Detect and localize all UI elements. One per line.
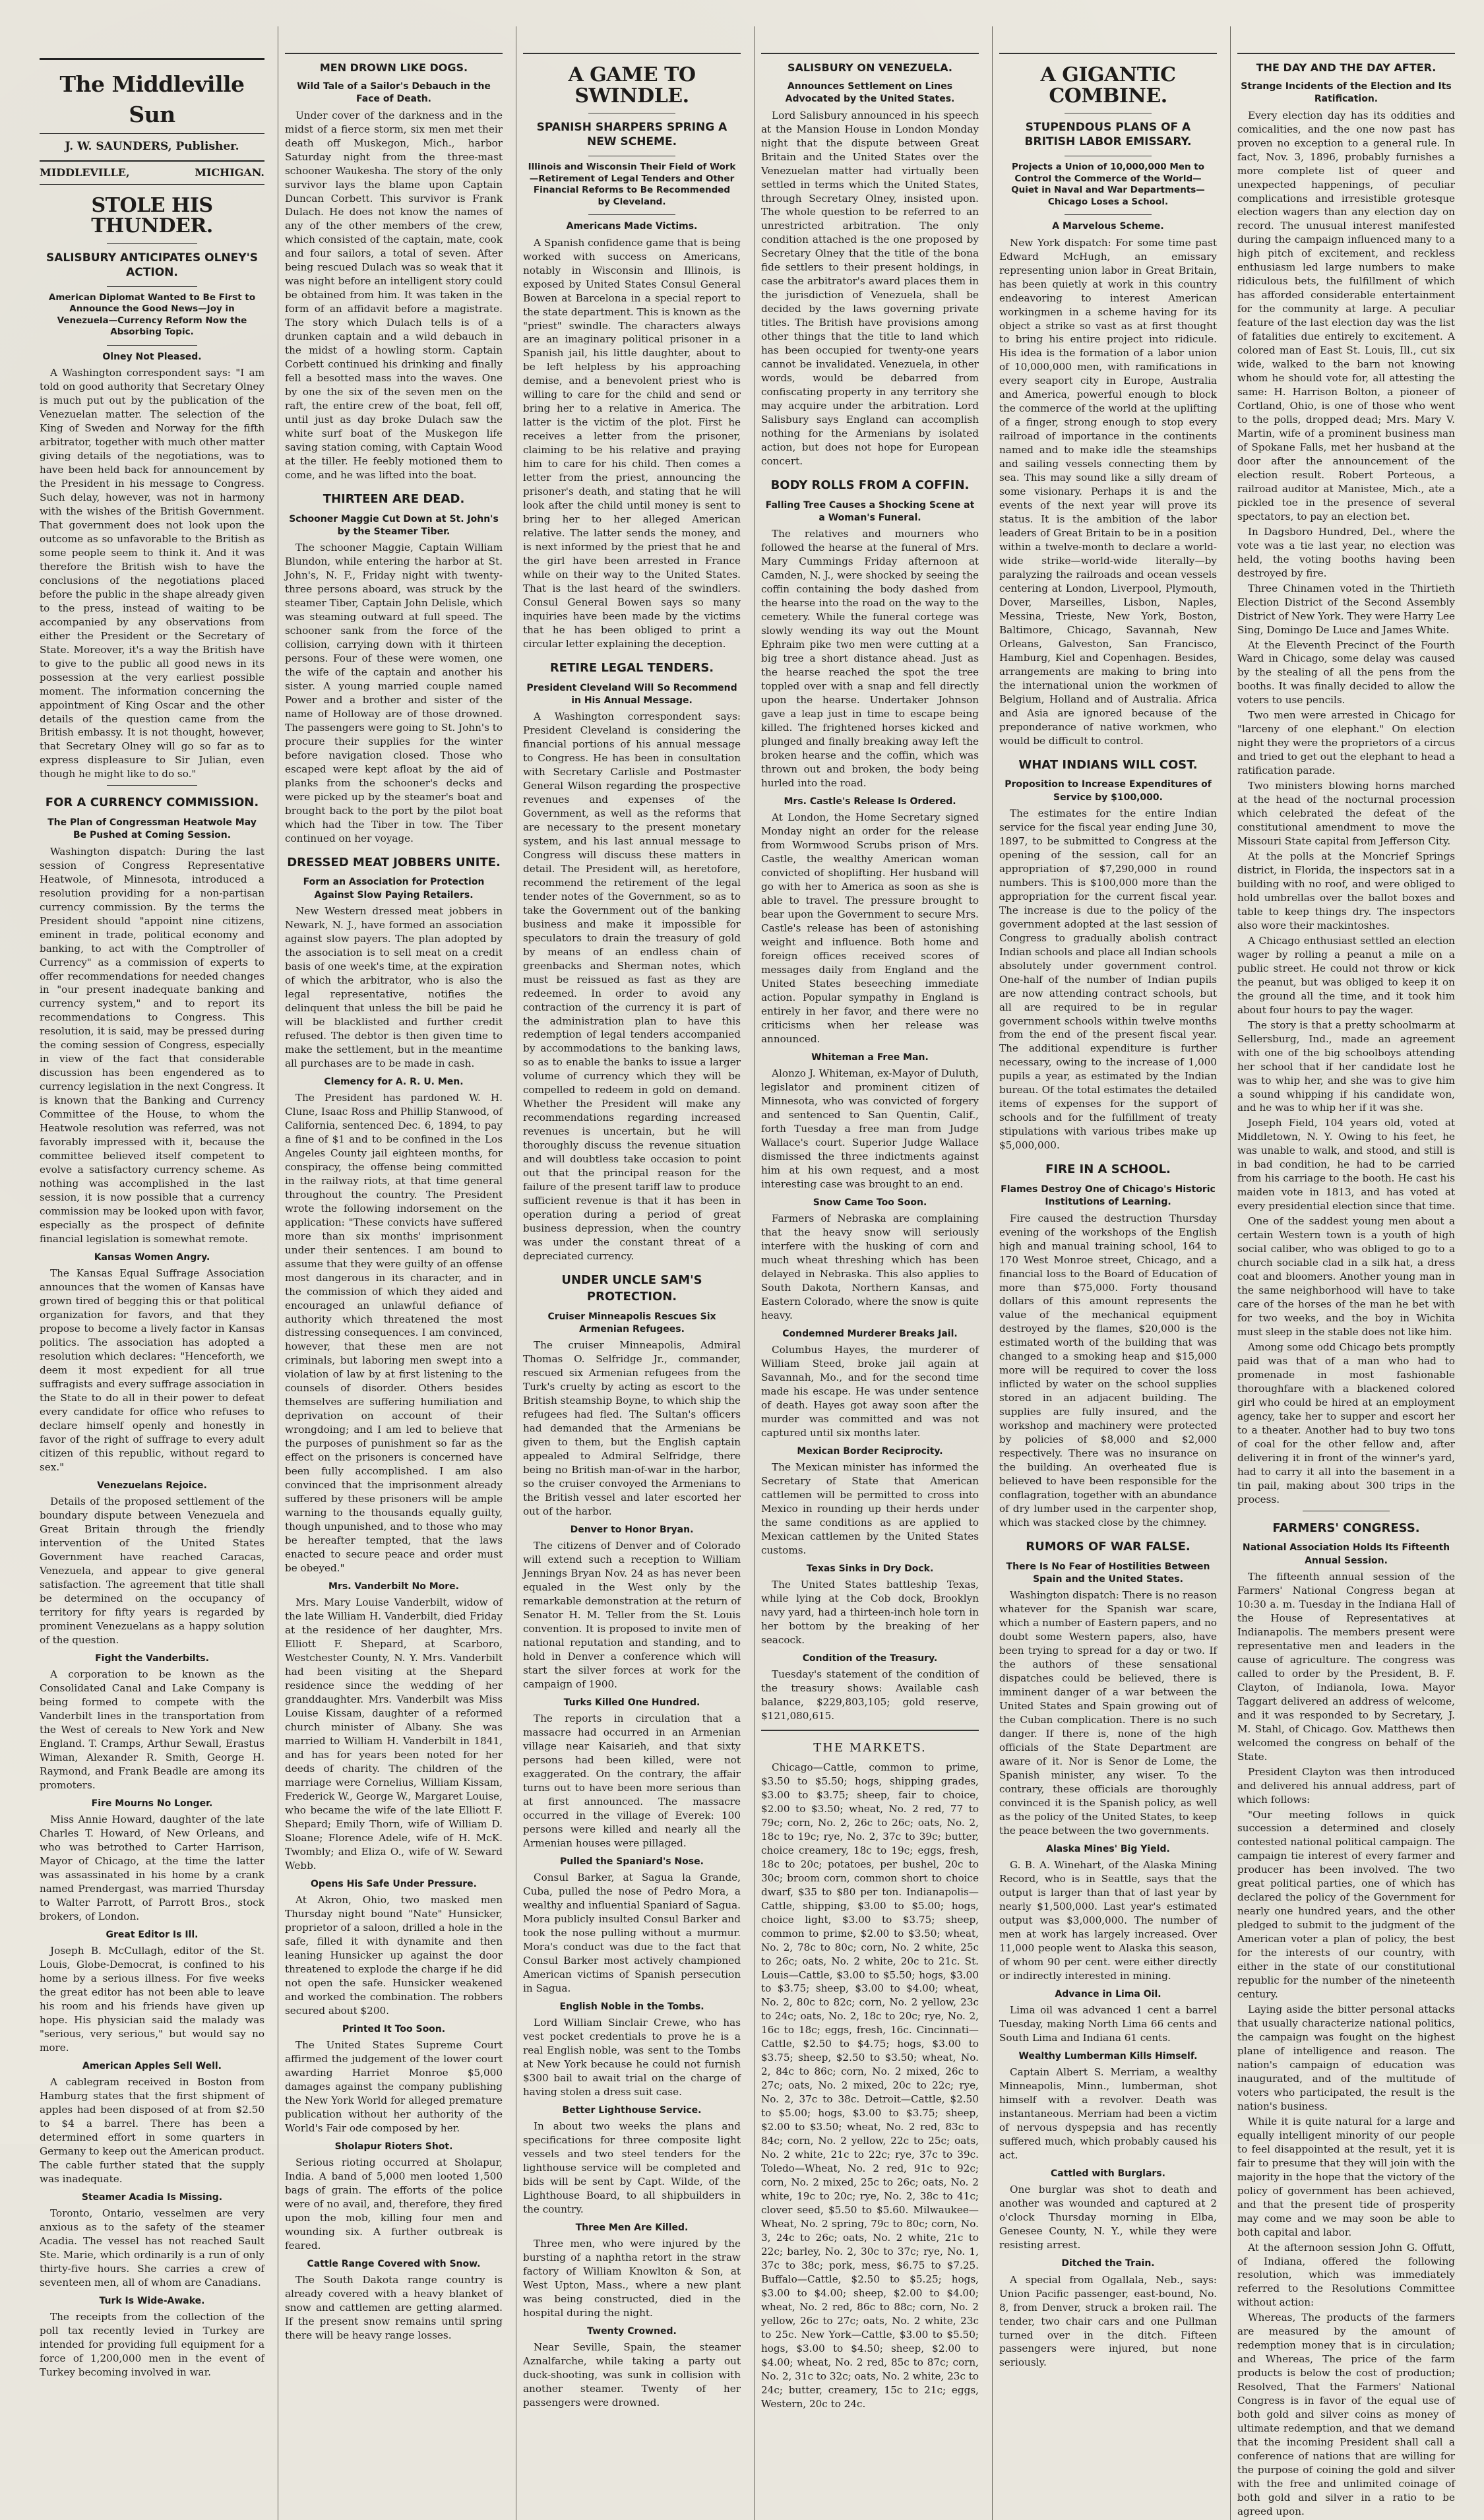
subhead-association: Form an Association for Protection Against Slow Paying Retailers. (303, 877, 485, 900)
article-text: The United States battleship Texas, while lying at the Cob dock, Brooklyn navy yard, had a thirteen-inch hole torn in her bottom by the breaking of her seacock. (761, 1579, 979, 1646)
article-text: New Western dressed meat jobbers in Newark, N. J., have formed an association against slow payers. The plan adopted by the association is to sell meat on a credit basis of one week's time, at the expiration of which the arbitrator, who is also the legal representative, notifies the delinquent that unless the bill be paid he will be blacklisted and further credit refused. The debtor is then given time to make the settlement, but in the meantime all purchases are to be made in cash. (285, 905, 503, 1069)
subhead-flames: Flames Destroy One of Chicago's Historic Institutions of Learning. (1001, 1184, 1216, 1208)
subhead-cattle-range: Cattle Range Covered with Snow. (307, 2258, 481, 2269)
article-text: Two men were arrested in Chicago for "larceny of one elephant." On election night they were the proprietors of a circus and tried to get out the elephant to head a ratification parade. (1237, 709, 1455, 777)
column-5 (992, 26, 1223, 2520)
subhead-noble: English Noble in the Tombs. (559, 2001, 704, 2012)
article-text: At Akron, Ohio, two masked men Thursday night bound "Nate" Hunsicker, proprietor of a saloon, drilled a hole in the safe, filled it with dynamite and then leaning Hunsicker up against the door threatened to explode the charge if he did not open the safe. Hunsicker weakened and worked the combination. The robbers secured about $200. (285, 1893, 503, 2017)
article-text: Near Seville, Spain, the steamer Aznalfarche, while taking a party out duck-shooting, was sunk in collision with another steamer. Twenty of her passengers were drowned. (523, 2341, 741, 2409)
headline-farmers-congress: FARMERS' CONGRESS. (1272, 1521, 1420, 1535)
subhead-snow: Snow Came Too Soon. (813, 1197, 927, 1208)
article-text: Alonzo J. Whiteman, ex-Mayor of Duluth, legislator and prominent citizen of Minnesota, who was convicted of forgery and sentenced to San Quentin, Calif., forth Tuesday a free man from Judge Wallace's court. Superior Judge Wallace dismissed the three indictments against him at his own request, and a most interesting case was brought to an end. (761, 1067, 979, 1190)
masthead-place: MIDDLEVILLE, (40, 166, 130, 179)
article-text: Every election day has its oddities and comicalities, and the one now past has proven no exception to a general rule. In fact, Nov. 3, 1896, probably furnishes a more complete list of queer and unexpected happenings, of peculiar complications and irresistible grotesque election wagers than any election day on record. The unusual interest manifested during the campaign influenced many to a high pitch of excitement, and reckless enthusiasm led large numbers to make ridiculous bets, the fulfillment of which has afforded considerable entertainment for the community at large. A peculiar feature of the last election day was the list of fatalities due entirely to excitement. A colored man of East St. Louis, Ill., cut six wide, walked to the barn not knowing whom he should vote for, all attesting the same: H. Harrison Bolton, a pioneer of Cortland, Ohio, is one of those who went to the polls, dropped dead; Mrs. Mary V. Martin, wife of a prominent business man of Spokane Falls, met her husband at the door after the announcement of the election result. Robert Porteous, a railroad auditor at Manistee, Mich., ate a pickled toe in the presence of several spectators, to pay an election bet. (1237, 109, 1455, 522)
subhead-apples: American Apples Sell Well. (82, 2060, 222, 2071)
subhead-castle: Mrs. Castle's Release Is Ordered. (784, 796, 956, 807)
article-text: G. B. A. Winehart, of the Alaska Mining Record, who is in Seattle, says that the output is larger than that of last year by nearly $1,500,000. Last year's estimated output was $3,000,000. The number of men at work has largely increased. Over 11,000 people went to Alaska this season, of whom 90 per cent. were either directly or indirectly interested in mining. (999, 1859, 1217, 1982)
article-text: Laying aside the bitter personal attacks that usually characterize national politics, the campaign was fought on the highest plane of intelligence and reason. The nation's campaign of education was inaugurated, and of the multitude of voters who participated, the result is the nation's business. (1237, 2003, 1455, 2112)
subdeck-illinois: Illinois and Wisconsin Their Field of Work—Retirement of Legal Tenders and Other Financial Reforms to Be Recommended by Cleveland. (528, 162, 736, 207)
deck-salisbury: SALISBURY ANTICIPATES OLNEY'S ACTION. (46, 251, 259, 279)
article-text: Washington dispatch: There is no reason whatever for the Spanish war scare, which a number of Eastern papers, and no doubt some Western papers, also, have been trying to spread for a day or two. If the authors of these sensational dispatches could be believed, there is imminent danger of a war between the United States and Spain growing out of the Cuban complication. There is no such danger. If there is, none of the high officials of the State Department are aware of it. Nor is Senor de Lome, the Spanish minister, any wiser. To the contrary, these officials are thoroughly convinced it is the Spanish policy, as well as the policy of the United States, to keep the peace between the two governments. (999, 1589, 1217, 1837)
article-text: The Mexican minister has informed the Secretary of State that American cattlemen will be permitted to cross into Mexico in rounding up their herds under the same conditions as are applied to Mexican cattlemen by the United States customs. (761, 1461, 979, 1556)
article-text: At the Eleventh Precinct of the Fourth Ward in Chicago, some delay was caused by the stealing of all the pens from the booths. It was finally decided to allow the voters to use pencils. (1237, 639, 1455, 707)
article-text: Tuesday's statement of the condition of the treasury shows: Available cash balance, $229,803,105; gold reserve, $121,080,615. (761, 1668, 979, 1722)
subhead-sholapur: Sholapur Rioters Shot. (334, 2141, 453, 2152)
subhead-olney: Olney Not Pleased. (102, 351, 202, 362)
headline-stole-his-thunder: STOLE HIS THUNDER. (91, 193, 213, 238)
subhead-lima: Advance in Lima Oil. (1055, 1988, 1161, 2000)
article-text: At the polls at the Moncrief Springs district, in Florida, the inspectors sat in a building with no roof, and were obliged to hold umbrellas over the ballot boxes and table to keep things dry. The inspectors also wore their mackintoshes. (1237, 850, 1455, 931)
headline-body-rolls: BODY ROLLS FROM A COFFIN. (770, 478, 970, 492)
article-text: One burglar was shot to death and another was wounded and captured at 2 o'clock Thursday morning in Elba, Genesee County, N. Y., while they were resisting arrest. (999, 2184, 1217, 2252)
headline-indians-cost: WHAT INDIANS WILL COST. (1018, 757, 1198, 772)
subhead-texas: Texas Sinks in Dry Dock. (806, 1563, 934, 1574)
article-text: While it is quite natural for a large and equally intelligent minority of our people to feel disappointed at the result, yet it is fair to presume that they will join with the majority in the hope that the victory of the policy of government has been achieved, and that the present tide of prosperity may come and we may soon be able to both capital and labor. (1237, 2115, 1455, 2238)
subhead-editor: Great Editor Is Ill. (106, 1929, 199, 1940)
article-text: The United States Supreme Court affirmed the judgement of the lower court awarding Harriet Monroe $5,000 damages against the company publishing the New York World for alleged premature publication without her authority of the World's Fair ode composed by her. (285, 2038, 503, 2134)
article-text: Toronto, Ontario, vesselmen are very anxious as to the safety of the steamer Acadia. The vessel has not reached Sault Ste. Marie, which ordinarily is a run of only thirty-five hours. She carries a crew of seventeen men, all of whom are Canadians. (40, 2207, 264, 2289)
article-text: The relatives and mourners who followed the hearse at the funeral of Mrs. Mary Cummings Friday afternoon at Camden, N. J., were shocked by seeing the coffin containing the body dashed from the hearse into the road on the way to the cemetery. While the funeral cortege was slowly wending its way out the Mount Ephraim pike two men were cutting at a big tree a short distance ahead. Just as the hearse reached the spot the tree toppled over with a snap and fell directly upon the hearse. Undertaker Johnson gave a leap just in time to escape being killed. The frightened horses kicked and plunged and finally breaking away left the broken hearse and the coffin, which was thrown out and broken, the body being hurled into the road. (761, 528, 979, 789)
article-text: Among some odd Chicago bets promptly paid was that of a man who had to promenade in most fashionable thoroughfare with a blackened colored girl who could be hired at an employment agency, take her to supper and escort her to a theater. Another had to buy two tons of coal for the other fellow and, after delivering it in front of the winner's yard, had to carry it all into the basement in a tin pail, making about 300 trips in the process. (1237, 1340, 1455, 1505)
article-text: Whereas, The products of the farmers are measured by the amount of redemption money that is in circulation; and Whereas, The price of the farm products is below the cost of production; Resolved, That the Farmers' National Congress is in favor of the equal use of both gold and silver coins as money of ultimate redemption, and that we demand that the incoming President shall call a conference of nations that are willing for the purpose of coining the gold and silver with the free and unlimited coinage of both gold and silver in a ratio to be agreed upon. (1237, 2312, 1455, 2517)
article-text: The story is that a pretty schoolmarm at Sellersburg, Ind., made an agreement with one of the big schoolboys attending her school that if her candidate lost he was to whip her, and she was to give him a sound whipping if his candidate won, and he was to whip her if it was she. (1237, 1019, 1455, 1114)
article-text: Columbus Hayes, the murderer of William Steed, broke jail again at Savannah, Mo., and for the second time made his escape. He was under sentence of death. Hayes got away soon after the murder was committed and was not captured until six months later. (761, 1343, 979, 1439)
article-text: One of the saddest young men about a certain Western town is a youth of high social caliber, who was obliged to go to a church sociable clad in a silk hat, a dress coat and bloomers. Another young man in the same neighborhood will have to take care of the horses of the man he bet with for two weeks, and the boy in Wichita must sleep in the stable does not like him. (1237, 1215, 1455, 1338)
article-text: The reports in circulation that a massacre had occurred in an Armenian village near Kaisarieh, and that sixty persons had been killed, were not exaggerated. On the contrary, the affair turns out to have been more serious than at first announced. The massacre occurred in the village of Everek: 100 persons were killed and nearly all the Armenian houses were pillaged. (523, 1713, 741, 1849)
subdeck-union: Projects a Union of 10,000,000 Men to Control the Commerce of the World—Quiet in Naval and War Departments—Chicago Loses a School. (1011, 162, 1205, 207)
article-text: Joseph B. McCullagh, editor of the St. Louis, Globe-Democrat, is confined to his home by a serious illness. For five weeks the great editor has not been able to leave his room and his friends have given up hope. His physician said the malady was "serious, very serious," but would say no more. (40, 1945, 264, 2054)
column-2 (278, 26, 509, 2520)
article-text: A Chicago enthusiast settled an election wager by rolling a peanut a mile on a public street. He could not throw or kick the peanut, but was obliged to keep it on the ground all the time, and it took him about four hours to pay the wager. (1237, 934, 1455, 1016)
subhead-sailor: Wild Tale of a Sailor's Debauch in the Face of Death. (297, 81, 491, 105)
headline-thirteen-dead: THIRTEEN ARE DEAD. (323, 491, 465, 506)
subhead-alaska: Alaska Mines' Big Yield. (1046, 1843, 1170, 1854)
subhead-mourns: Fire Mourns No Longer. (91, 1798, 213, 1809)
article-text: A cablegram received in Boston from Hamburg states that the first shipment of apples had been disposed of at from $2.50 to $4 a barrel. There has been a determined effort in some quarters in Germany to keep out the American product. The cable further stated that the supply was inadequate. (40, 2076, 264, 2185)
article-text: Fire caused the destruction Thursday evening of the workshops of the English high and manual training school, 164 to 170 West Monroe street, Chicago, and a financial loss to the Board of Education of more than $75,000. Forty thousand dollars of this amount represents the value of the mechanical equipment destroyed by the flames, $20,000 is the estimated worth of the building that was changed to a smoking heap and $15,000 more will be required to cover the loss inflicted by water on the school supplies stored in an adjacent building. The supplies are fully insured, and the workshop and machinery were protected by policies of $8,000 and $2,000 respectively. There was no insurance on the building. An overheated flue is believed to have been responsible for the conflagration, together with an abundance of dry lumber used in the carpenter shop, which was stacked close by the chimney. (999, 1212, 1217, 1528)
subhead-minneapolis: Cruiser Minneapolis Rescues Six Armenian Refugees. (547, 1311, 716, 1335)
article-text: Joseph Field, 104 years old, voted at Middletown, N. Y. Owing to his feet, he was unable to walk, and stood, and still is in bad condition, he had to be carried from his carriage to the booth. He cast his maiden vote in 1813, and has voted at every presidential election since that time. (1237, 1117, 1455, 1213)
subhead-train: Ditched the Train. (1061, 2258, 1155, 2269)
article-text: Lima oil was advanced 1 cent a barrel Tuesday, making North Lima 66 cents and South Lima and Indiana 61 cents. (999, 2004, 1217, 2044)
article-text: A Washington correspondent says: President Cleveland is considering the financial portions of his annual message to Congress. He has been in consultation with Secretary Carlisle and Postmaster General Wilson regarding the prospective revenues and expenses of the Government, as well as the reforms that are necessary to the present monetary system, and his last annual message to Congress will discuss these matters in detail. The President will, as heretofore, recommend the retirement of the legal tender notes of the Government, so as to take the Government out of the banking business and make it impossible for speculators to drain the treasury of gold by means of an endless chain of greenbacks and Sherman notes, which must be reissued as fast as they are redeemed. In order to avoid any contraction of the currency it is part of the administration plan to have this redemption of legal tenders accompanied by accommodations to the banking laws, so as to enable the banks to issue a larger volume of currency which they will be compelled to redeem in gold on demand. Whether the President will make any recommendations regarding increased revenues is uncertain, but he will thoroughly discuss the revenue situation and will doubtless take occasion to point out that the principal reason for the failure of the present tariff law to produce sufficient revenue is that it has been in operation during a period of great business depression, when the country was under the constant threat of a depreciated currency. (523, 710, 741, 1262)
headline-day-after: THE DAY AND THE DAY AFTER. (1256, 61, 1437, 74)
subdeck-diplomat: American Diplomat Wanted to Be First to Announce the Good News—Joy in Venezuela—Currency Reform Now the Absorbing Topic. (48, 292, 256, 338)
article-text: Under cover of the darkness and in the midst of a fierce storm, six men met their death off Muskegon, Mich., harbor Saturday night from the three-mast schooner Waukesha. The story of the only survivor lays the blame upon Captain Duncan Corbett. This survivor is Frank Dulach. He does not know the names of any of the other members of the crew, which consisted of the captain, mate, cook and four sailors, a total of seven. After being rescued Dulach was so weak that it was night before an intelligent story could be obtained from him. It was taken in the form of an affidavit before a magistrate. The story which Dulach tells is of a drunken captain and a wild debauch in the midst of a howling storm. Captain Corbett continued his drinking and finally fell a besotted mass into the waves. One by one the six of the seven men on the raft, the entire crew of the boat, fell off, until just as day broke Dulach saw the white surf boat of the Muskegon life saving station coming, with Captain Wood at the tiller. He feebly motioned them to come, and he was lifted into the boat. (285, 109, 503, 481)
article-text: Serious rioting occurred at Sholapur, India. A band of 5,000 men looted 1,500 bags of grain. The efforts of the police were of no avail, and, therefore, they fired upon the mob, killing four men and wounding six. A further outbreak is feared. (285, 2157, 503, 2252)
subhead-acadia: Steamer Acadia Is Missing. (81, 2191, 223, 2203)
subhead-burglars: Cattled with Burglars. (1051, 2168, 1165, 2180)
column-6 (1230, 26, 1462, 2520)
subhead-three-men: Three Men Are Killed. (575, 2222, 689, 2234)
subhead-marvelous: A Marvelous Scheme. (1052, 221, 1164, 232)
headline-meat-jobbers: DRESSED MEAT JOBBERS UNITE. (287, 855, 501, 869)
article-text: At London, the Home Secretary signed Monday night an order for the release from Wormwood Scrubs prison of Mrs. Castle, the wealthy American woman convicted of shoplifting. Her husband will go with her to America as soon as she is able to travel. The pressure brought to bear upon the Government to secure Mrs. Castle's release has been of astonishing weight and influence. Both home and foreign offices received scores of messages daily from England and the United States beseeching immediate action. Popular sympathy in England is entirely in her favor, and there were no criticisms when her release was announced. (761, 811, 979, 1045)
subhead-kansas: Kansas Women Angry. (94, 1251, 210, 1263)
subhead-settlement: Announces Settlement on Lines Advocated by the United States. (785, 81, 955, 105)
article-text: The South Dakota range country is already covered with a heavy blanket of snow and cattlemen are getting alarmed. If the present snow remains until spring there will be heavy range losses. (285, 2274, 503, 2342)
headline-uncle-sam: UNDER UNCLE SAM'S PROTECTION. (561, 1273, 702, 1304)
subhead-falling-tree: Falling Tree Causes a Shocking Scene at a Woman's Funeral. (765, 499, 975, 524)
masthead-dateline (40, 162, 264, 185)
article-text: The President has pardoned W. H. Clune, Isaac Ross and Phillip Stanwood, of California, sentenced Dec. 6, 1894, to pay a fine of $1 and to be confined in the Los Angeles County jail eighteen months, for conspiracy, the offense being committed in the railway riots, at that time general throughout the country. The President wrote the following indorsement on the application: "These convicts have suffered more than six months' imprisonment under their sentences. I am bound to assume that they were guilty of an offense most dangerous in its character, and in the commission of which they aided and encouraged an unlawful defiance of authority which threatened the most distressing consequences. I am convinced, however, that these men are not criminals, but laboring men swept into a violation of law by at first listening to the counsels of disorder. Others besides themselves are suffering humiliation and deprivation on account of their wrongdoing; and I am led to believe that the purposes of punishment so far as the effect on the prisoners is concerned have been fully accomplished. I am also convinced that the imprisonment already suffered by these prisoners will be ample warning to the thousands equally guilty, though unpunished, and to those who may be hereafter tempted, that the laws enacted to secure peace and order must be obeyed." (285, 1092, 503, 1574)
article-text: The estimates for the entire Indian service for the fiscal year ending June 30, 1897, to be submitted to Congress at the opening of the session, call for an appropriation of $7,290,000 in round numbers. This is $100,000 more than the appropriation for the current fiscal year. The increase is due to the policy of the government adopted at the last session of Congress to gradually abolish contract Indian schools and place all Indian schools absolutely under government control. One-half of the number of Indian pupils are now attending contract schools, but all are required to be in regular government schools within twelve months from the end of the present fiscal year. The additional expenditure is further necessary, owing to the increase of 1,000 pupils a year, as estimated by the Indian bureau. Of the total estimates the detailed items of expenses for the support of schools and for the fulfillment of treaty stipulations with various tribes make up $5,000,000. (999, 807, 1217, 1152)
subhead-mexican: Mexican Border Reciprocity. (797, 1445, 943, 1457)
article-text: Miss Annie Howard, daughter of the late Charles T. Howard, of New Orleans, and who was betrothed to Carter Harrison, Mayor of Chicago, at the time the latter was assassinated in his home by a crank named Prendergast, was married Thursday to Walter Parrott, of Parrott Bros., stock brokers, of London. (40, 1813, 264, 1922)
article-text: A special from Ogallala, Neb., says: Union Pacific passenger, east-bound, No. 8, from Denver, struck a broken rail. The tender, two chair cars and one Pullman turned over in the ditch. Fifteen passengers were injured, but none seriously. (999, 2273, 1217, 2369)
article-text: In Dagsboro Hundred, Del., where the vote was a tie last year, no election was held, the voting booths having been destroyed by fire. (1237, 525, 1455, 579)
article-text: The citizens of Denver and of Colorado will extend such a reception to William Jennings Bryan Nov. 24 as has never been equaled in the West only by the remarkable demonstration at the return of Senator H. M. Teller from the St. Louis convention. It is proposed to invite men of national reputation and standing, and to hold in Denver a conference which will start the silver forces at work for the campaign of 1900. (523, 1540, 741, 1690)
column-3 (516, 26, 747, 2520)
article-text: Lord William Sinclair Crewe, who has vest pocket credentials to prove he is a real English noble, was sent to the Tombs at New York because he could not furnish $300 bail to await trial on the charge of having stolen a dress suit case. (523, 2017, 741, 2098)
subhead-murderer: Condemned Murderer Breaks Jail. (782, 1328, 958, 1339)
article-text: Three Chinamen voted in the Thirtieth Election District of the Second Assembly District of New York. They were Harry Lee Sing, Domingo De Luce and James White. (1237, 582, 1455, 636)
subhead-national-association: National Association Holds Its Fifteenth Annual Session. (1242, 1542, 1450, 1566)
article-text: At the afternoon session John G. Offutt, of Indiana, offered the following resolution, which was immediately referred to the Resolutions Committee without action: (1237, 2241, 1455, 2309)
subhead-vanderbilts: Fight the Vanderbilts. (95, 1653, 209, 1664)
article-text: A Spanish confidence game that is being worked with success on Americans, notably in Wisconsin and Illinois, is exposed by United States Consul General Bowen at Barcelona in a special report to the state department. This is known as the "priest" swindle. The characters always are an imaginary political prisoner in a Spanish jail, his little daughter, about to be left helpless by his approaching demise, and a benevolent priest who is willing to care for the child and send or bring her to a relative in America. The latter is the victim of the plot. First he receives a letter from the prisoner, claiming to be his relative and praying him to care for his child. Then comes a letter from the priest, announcing the prisoner's death, and stating that he will look after the child until money is sent to bring her to her alleged American relative. The latter sends the money, and is next informed by the priest that he and the girl have been arrested in France while on their way to the United States. That is the last heard of the swindlers. Consul General Bowen says so many inquiries have been made by the victims that he has been obliged to print a circular letter explaining the deception. (523, 236, 741, 650)
deck-labor-emissary: STUPENDOUS PLANS OF A BRITISH LABOR EMISSARY. (1024, 121, 1192, 149)
subhead-denver: Denver to Honor Bryan. (570, 1524, 694, 1535)
subhead-expenditures: Proposition to Increase Expenditures of Service by $100,000. (1005, 779, 1212, 803)
article-text: Mrs. Mary Louise Vanderbilt, widow of the late William H. Vanderbilt, died Friday at the residence of her daughter, Mrs. Elliott F. Shepard, at Scarboro, Westchester County, N. Y. Mrs. Vanderbilt had been visiting at the Shepard residence since the wedding of her granddaughter. Mrs. Vanderbilt was Miss Louise Kissam, daughter of a reformed church minister of Albany. She was married to William H. Vanderbilt in 1841, and has for years been noted for her deeds of charity. The children of the marriage were Cornelius, William Kissam, Frederick W., George W., Margaret Louise, who became the wife of the late Elliott F. Shepard; Emily Thorn, wife of William D. Sloane; Florence Adele, wife of H. McK. Twombly; and Eliza O., wife of W. Seward Webb. (285, 1596, 503, 1872)
subhead-venezuelans: Venezuelans Rejoice. (97, 1480, 207, 1491)
article-text: The cruiser Minneapolis, Admiral Thomas O. Selfridge Jr., commander, rescued six Armenian refugees from the Turk's cruelty by acting as escort to the British steamship Boyne, to which ship the refugees had fled. The Sultan's officers had demanded that the Armenians be given to them, but the English captain appealed to Admiral Selfridge, there being no British man-of-war in the harbor, so the cruiser convoyed the Armenians to the British vessel and later escorted her out of the harbor. (523, 1339, 741, 1517)
subhead-heatwole: The Plan of Congressman Heatwole May Be Pushed at Coming Session. (47, 817, 257, 841)
subhead-treasury: Condition of the Treasury. (802, 1653, 938, 1664)
masthead-title: The Middleville Sun (40, 58, 264, 134)
article-text: New York dispatch: For some time past Edward McHugh, an emissary representing union labor in Great Britain, has been quietly at work in this country endeavoring to interest American workingmen in a scheme having for its object a strike so vast as at first thought to bring his entire project into ridicule. His idea is the formation of a labor union of 10,000,000 men, with ramifications in every seaport city in Europe, Australia and America, powerful enough to block the commerce of the world at the uplifting of a finger, strong enough to stop every railroad of importance in the continents named and to make idle the steamships and sailing vessels connecting them by sea. This may sound like a silly dream of some visionary. Perhaps it is and the events of the next year will prove its status. It is the ambition of the labor leaders of Great Britain to be in a position within a twelve-month to declare a world-wide strike—world-wide literally—by paralyzing the railroads and ocean vessels centering at London, Liverpool, Plymouth, Dover, Marseilles, Lisbon, Naples, Messina, Trieste, New York, Boston, Baltimore, Chicago, Savannah, New Orleans, Galveston, San Francisco, Hamburg, Kiel and Copenhagen. Besides, arrangements are making to bring into the international union the workmen of Belgium, Holland and of Australia. Africa and Asia are ignored because of the preponderance of native workmen, who would be difficult to control. (999, 236, 1217, 747)
subhead-strange-incidents: Strange Incidents of the Election and Its Ratification. (1241, 81, 1452, 105)
columns (40, 26, 1462, 2517)
markets-text: Chicago—Cattle, common to prime, $3.50 to $5.50; hogs, shipping grades, $3.00 to $3.75; sheep, fair to choice, $2.00 to $3.50; wheat, No. 2 red, 77 to 79c; corn, No. 2, 26c to 26c; oats, No. 2, 18c to 19c; rye, No. 2, 37c to 39c; butter, choice creamery, 18c to 19c; eggs, fresh, 18c to 20c; potatoes, per bushel, 20c to 30c; broom corn, common short to choice dwarf, $35 to $80 per ton. Indianapolis—Cattle, shipping, $3.00 to $5.00; hogs, choice light, $3.00 to $3.75; sheep, common to prime, $2.00 to $3.50; wheat, No. 2, 78c to 80c; corn, No. 2 white, 25c to 26c; oats, No. 2 white, 20c to 21c. St. Louis—Cattle, $3.00 to $5.50; hogs, $3.00 to $3.75; sheep, $3.00 to $4.00; wheat, No. 2, 80c to 82c; corn, No. 2 yellow, 23c to 24c; oats, No. 2, 18c to 20c; rye, No. 2, 16c to 18c; eggs, fresh, 16c. Cincinnati—Cattle, $2.50 to $4.75; hogs, $3.00 to $3.75; sheep, $2.50 to $3.50; wheat, No. 2, 84c to 86c; corn, No. 2 mixed, 26c to 27c; oats, No. 2 mixed, 20c to 22c; rye, No. 2, 37c to 38c. Detroit—Cattle, $2.50 to $5.00; hogs, $3.00 to $3.75; sheep, $2.00 to $3.50; wheat, No. 2 red, 83c to 84c; corn, No. 2 yellow, 22c to 25c; oats, No. 2 white, 21c to 22c; rye, 37c to 39c. Toledo—Wheat, No. 2 red, 91c to 92c; corn, No. 2 mixed, 25c to 26c; oats, No. 2 white, 19c to 20c; rye, No. 2, 38c to 41c; clover seed, $5.50 to $5.60. Milwaukee—Wheat, No. 2 spring, 79c to 80c; corn, No. 3, 24c to 26c; oats, No. 2 white, 21c to 22c; barley, No. 2, 30c to 37c; rye, No. 1, 37c to 38c; pork, mess, $6.75 to $7.25. Buffalo—Cattle, $2.50 to $5.25; hogs, $3.00 to $4.00; sheep, $2.00 to $4.00; wheat, No. 2 red, 86c to 88c; corn, No. 2 yellow, 26c to 27c; oats, No. 2 white, 23c to 25c. New York—Cattle, $3.00 to $5.50; hogs, $3.00 to $4.50; sheep, $2.00 to $4.00; wheat, No. 2 red, 85c to 87c; corn, No. 2, 31c to 32c; oats, No. 2 white, 23c to 24c; butter, creamery, 15c to 21c; eggs, Western, 20c to 24c. (761, 1761, 979, 2410)
article-text: The fifteenth annual session of the Farmers' National Congress began at 10:30 a. m. Tuesday in the Indiana Hall of the House of Representatives at Indianapolis. The members present were representative men and leaders in the cause of agriculture. The congress was called to order by the President, B. F. Clayton, of Indianola, Iowa. Mayor Taggart delivered an address of welcome, and it was responded to by Secretary, J. M. Stahl, of Chicago. Gov. Matthews then welcomed the congress on behalf of the State. (1237, 1571, 1455, 1763)
subhead-vanderbilt: Mrs. Vanderbilt No More. (328, 1581, 459, 1592)
subhead-printed: Printed It Too Soon. (342, 2023, 446, 2034)
headline-retire-legal-tenders: RETIRE LEGAL TENDERS. (549, 660, 714, 675)
headline-men-drown: MEN DROWN LIKE DOGS. (319, 61, 468, 74)
article-text: Consul Barker, at Sagua la Grande, Cuba, pulled the nose of Pedro Mora, a wealthy and influential Spaniard of Sagua. Mora publicly insulted Consul Barker and took the nose pulling without a murmur. Mora's conduct was due to the fact that Consul Barker most actively championed American victims of Spanish persecution in Sagua. (523, 1872, 741, 1994)
headline-currency-commission: FOR A CURRENCY COMMISSION. (45, 796, 259, 810)
article-text: Farmers of Nebraska are complaining that the heavy snow will seriously interfere with the husking of corn and much wheat threshing which has been delayed in Nebraska. This also applies to South Dakota, Northern Kansas, and Eastern Colorado, where the snow is quite heavy. (761, 1212, 979, 1321)
article-text: In about two weeks the plans and specifications for three composite light vessels and two steel tenders for the lighthouse service will be completed and bids will be sent by Capt. Wilde, of the Lighthouse Board, to all shipbuilders in the country. (523, 2120, 741, 2216)
subhead-whiteman: Whiteman a Free Man. (811, 1052, 929, 1063)
subhead-hostilities: There Is No Fear of Hostilities Between Spain and the United States. (1006, 1561, 1210, 1585)
subhead-nose: Pulled the Spaniard's Nose. (560, 1856, 704, 1867)
article-text: A Washington correspondent says: "I am told on good authority that Secretary Olney is much put out by the publication of the Venezuelan matter. The selection of the King of Sweden and Norway for the fifth arbitrator, together with much other matter giving details of the negotiations, was to have been held back for announcement by the President in his message to Congress. Such delay, however, was not in harmony with the wishes of the British Government. That government does not look upon the outcome as so unfavorable to the British as some people seem to think it. And it was therefore the British wish to have the conclusions of the negotiations placed before the public in the shape already given to the press, instead of waiting to be accompanied by any observations from either the President or the Secretary of State. Moreover, it's a way the British have to give to the public all good news in its possession at the very earliest possible moment. The information concerning the appointment of King Oscar and the other details of the question came from the British embassy. It is not thought, however, that Secretary Olney will go so far as to express displeasure to Sir Julian, even though he might like to do so." (40, 367, 264, 780)
headline-fire-school: FIRE IN A SCHOOL. (1045, 1162, 1171, 1177)
article-text: Lord Salisbury announced in his speech at the Mansion House in London Monday night that the dispute between Great Britain and the United States over the Venezuelan matter had virtually been settled in terms which the United States, through Secretary Olney, insisted upon. The whole question to be referred to an unrestricted arbitration. The only condition attached is the one proposed by Secretary Olney that the title of the bona fide settlers to their present holdings, in case the arbitrator's award places them in the jurisdiction of Venezuela, shall be decided by the laws governing private titles. The British have provisions among other things that the title to land which has been occupied for twenty-one years cannot be invalidated. Venezuela, in other words, would be debarred from confiscating property in any territory she may acquire under the arbitration. Lord Salisbury says England can accomplish nothing for the Armenians by isolated action, but does not hope for European concert. (761, 109, 979, 467)
article-text: A corporation to be known as the Consolidated Canal and Lake Company is being formed to compete with the Vanderbilt lines in the transportation from the West of cereals to New York and New England. T. Cramps, Arthur Sewall, Erastus Wiman, Alexander R. Smith, George H. Raymond, and Frank Beadle are among its promoters. (40, 1668, 264, 1791)
subhead-lumberman: Wealthy Lumberman Kills Himself. (1018, 2051, 1198, 2062)
article-text: The schooner Maggie, Captain William Blundon, while entering the harbor at St. John's, N. F., Friday night with twenty-three persons aboard, was struck by the steamer Tiber, Captain John Delisle, which was steaming outward at full speed. The schooner sank from the force of the collision, carrying down with it thirteen persons. Four of these were women, one the wife of the captain and another his sister. A young married couple named Power and a brother and sister of the name of Holloway are of those drowned. The passengers were going to St. John's to procure their supplies for the winter before navigation closed. Those who escaped were kept afloat by the aid of planks from the schooner's decks and were picked up by the steamer's boat and brought back to the port by the pilot boat which had the Tiber in tow. The Tiber continued on her voyage. (285, 542, 503, 844)
masthead-state: MICHIGAN. (195, 166, 264, 179)
subhead-victims: Americans Made Victims. (566, 221, 698, 232)
subhead-safe: Opens His Safe Under Pressure. (311, 1878, 477, 1889)
column-1 (40, 26, 271, 2520)
article-text: Three men, who were injured by the bursting of a naphtha retort in the straw factory of William Knowlton & Son, at West Upton, Mass., where a new plant was being constructed, died in the hospital during the night. (523, 2238, 741, 2319)
article-text: The receipts from the collection of the poll tax recently levied in Turkey are intended for providing full equipment for a force of 1,200,000 men in the event of Turkey becoming involved in war. (40, 2311, 264, 2379)
subhead-maggie: Schooner Maggie Cut Down at St. John's by the Steamer Tiber. (289, 513, 499, 537)
deck-spanish-sharpers: SPANISH SHARPERS SPRING A NEW SCHEME. (536, 121, 727, 149)
article-text: Two ministers blowing horns marched at the head of the nocturnal procession which celebrated the defeat of the constitutional amendment to move the Missouri State capital from Jefferson City. (1237, 780, 1455, 848)
article-text: Captain Albert S. Merriam, a wealthy Minneapolis, Minn., lumberman, shot himself with a revolver. Death was instantaneous. Merriam had been a victim of nervous dyspepsia and has recently suffered much, which probably caused his act. (999, 2066, 1217, 2162)
article-text: President Clayton was then introduced and delivered his annual address, part of which follows: (1237, 1765, 1455, 1806)
headline-gigantic-combine: A GIGANTIC COMBINE. (1040, 63, 1176, 108)
article-text: "Our meeting follows in quick succession a determined and closely contested national political campaign. The campaign tie interest of every farmer and producer has been involved. The two great political parties, one of which has declared the policy of the Government for nearly one hundred years, and the other pledged to submit to the judgment of the American voter a plan of policy, the best for the interests of our country, with either in the state of our constitutional republic for the number of the nineteenth century. (1237, 1808, 1455, 2001)
article-text: Washington dispatch: During the last session of Congress Representative Heatwole, of Minnesota, introduced a resolution providing for a non-partisan currency commission. By the terms the President should "appoint nine citizens, eminent in trade, political economy and banking, to act with the Comptroller of Currency" as a commission of experts to offer recommendations for needed changes in "our present inadequate banking and currency system," and to report its recommendations to Congress. This resolution, it is said, may be pressed during the coming session of Congress, especially in view of the fact that considerable discussion has been engendered as to currency legislation in the next Congress. It is known that the Banking and Currency Committee of the House, to whom the Heatwole resolution was referred, was not favorably impressed with it, because the committee believed itself competent to evolve a satisfactory currency scheme. As nothing was accomplished in the last session, it is now possible that a currency commission may be looked upon with favor, especially as the prospect of definite financial legislation is somewhat remote. (40, 845, 264, 1245)
masthead-publisher: J. W. SAUNDERS, Publisher. (40, 134, 264, 161)
headline-markets: THE MARKETS. (813, 1741, 927, 1755)
headline-salisbury-venezuela: SALISBURY ON VENEZUELA. (787, 61, 953, 74)
subhead-turk: Turk Is Wide-Awake. (99, 2296, 205, 2307)
headline-game-to-swindle: A GAME TO SWINDLE. (568, 63, 696, 108)
column-4 (754, 26, 985, 2520)
subhead-twenty: Twenty Crowned. (587, 2326, 677, 2337)
subhead-cleveland: President Cleveland Will So Recommend in His Annual Message. (526, 682, 737, 706)
article-text: The Kansas Equal Suffrage Association announces that the women of Kansas have grown tired of begging this or that political organization for favors, and that they propose to become a lively factor in Kansas politics. The association has adopted a resolution which declares: "Henceforth, we deem it most expedient for all true suffragists and every suffrage association in the State to do all in their power to defeat every candidate for office who refuses to declare himself openly and honestly in favor of the right of suffrage to every adult citizen of this republic, without regard to sex." (40, 1267, 264, 1473)
article-text: Details of the proposed settlement of the boundary dispute between Venezuela and Great Britain through the friendly intervention of the United States Government have reached Caracas, Venezuela, and appear to give general satisfaction. The agreement that title shall be determined on the occupancy of territory for fifty years is regarded by prominent Venezuelans as a happy solution of the question. (40, 1496, 264, 1646)
subhead-turks: Turks Killed One Hundred. (563, 1697, 700, 1708)
subhead-lighthouse: Better Lighthouse Service. (562, 2104, 702, 2116)
subhead-clemency: Clemency for A. R. U. Men. (324, 1076, 464, 1087)
headline-rumors-war: RUMORS OF WAR FALSE. (1026, 1539, 1190, 1554)
